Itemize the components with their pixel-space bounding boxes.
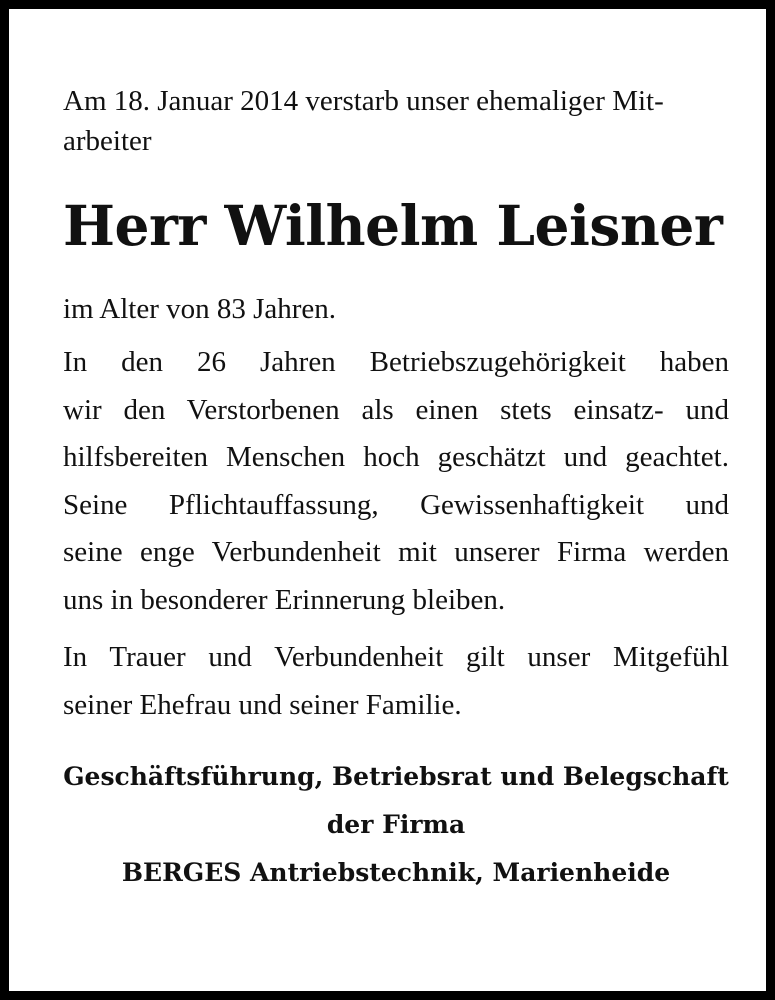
tribute-line: wir den Verstorbenen als einen stets einsatz- und — [63, 393, 729, 426]
signature-line: Geschäftsführung, Betriebsrat und Belegschaft — [63, 762, 729, 791]
tribute-line: seine enge Verbundenheit mit unserer Firma werden — [63, 536, 729, 568]
tribute-paragraph — [63, 339, 729, 624]
obituary-content — [63, 81, 729, 897]
condolence-line: seiner Ehefrau und seiner Familie. — [63, 688, 462, 721]
condolence-line: In Trauer und Verbundenheit gilt unser Mitgefühl — [63, 641, 729, 673]
intro-line: arbeiter — [63, 125, 152, 157]
signature-line: der Firma — [326, 810, 466, 839]
tribute-line: hilfsbereiten Menschen hoch geschätzt und geachtet. — [63, 441, 729, 473]
intro-line: Am 18. Januar 2014 verstarb unser ehemaliger Mit- — [63, 85, 664, 117]
age-text: im Alter von 83 Jahren. — [63, 293, 337, 325]
signature-block — [63, 753, 729, 897]
tribute-line: Seine Pflichtauffassung, Gewissenhaftigkeit und — [63, 488, 729, 521]
tribute-line: In den 26 Jahren Betriebszugehörigkeit haben — [63, 346, 729, 378]
intro-text — [63, 81, 729, 161]
signature-line: BERGES Antriebstechnik, Marienheide — [121, 858, 671, 887]
condolence-paragraph — [63, 634, 729, 729]
tribute-line: uns in besonderer Erinnerung bleiben. — [63, 583, 506, 616]
deceased-name: Herr Wilhelm Leisner — [63, 193, 723, 258]
